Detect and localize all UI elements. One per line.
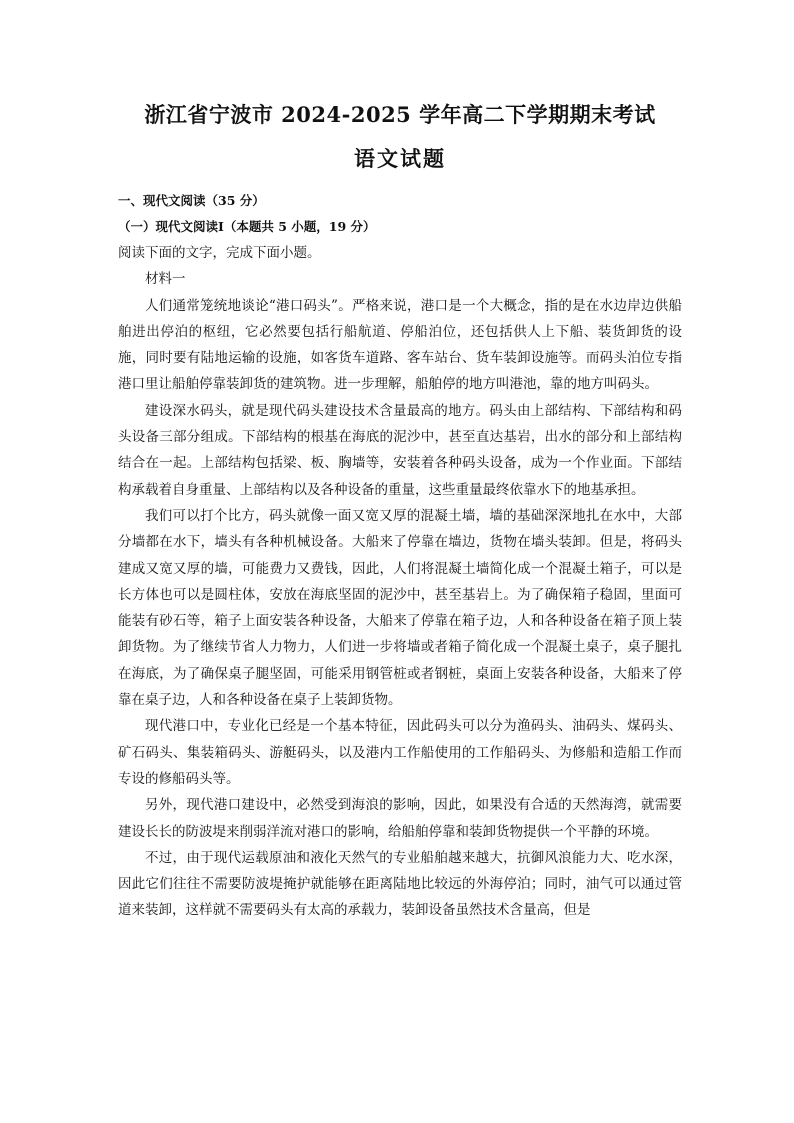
paragraph: 人们通常笼统地谈论“港口码头”。严格来说，港口是一个大概念，指的是在水边岸边供船舶进出停泊的枢纽，它必然要包括行船航道、停船泊位，还包括供人上下船、装货卸货的设施，同时要有陆地运输的设施，如客货车道路、客车站台、货车装卸设施等。而码头泊位专指港口里让船舶停靠装卸货的建筑物。进一步理解，船舶停的地方叫港池，靠的地方叫码头。 <box>118 297 682 393</box>
document-title: 浙江省宁波市 2024-2025 学年高二下学期期末考试 <box>144 102 656 127</box>
paragraph: 不过，由于现代运载原油和液化天然气的专业船舶越来越大，抗御风浪能力大、吃水深，因此它们往往不需要防波堤掩护就能够在距离陆地比较远的外海停泊；同时，油气可以通过管道来装卸，这样就不需要码头有太高的承载力，装卸设备虽然技术含量高，但是 <box>118 849 682 919</box>
section-heading: 一、现代文阅读（35 分） <box>118 193 265 208</box>
material-label: 材料一 <box>145 271 186 288</box>
paragraph: 建设深水码头，就是现代码头建设技术含量最高的地方。码头由上部结构、下部结构和码头设备三部分组成。下部结构的根基在海底的泥沙中，甚至直达基岩，出水的部分和上部结构结合在一起。上部结构包括梁、板、胸墙等，安装着各种码头设备，成为一个作业面。下部结构承载着自身重量、上部结构以及各种设备的重量，这些重量最终依靠水下的地基承担。 <box>118 402 682 498</box>
instruction-text: 阅读下面的文字，完成下面小题。 <box>118 245 321 261</box>
paragraph: 我们可以打个比方，码头就像一面又宽又厚的混凝土墙，墙的基础深深地扎在水中，大部分墙都在水下，墙头有各种机械设备。大船来了停靠在墙边，货物在墙头装卸。但是，将码头建成又宽又厚的墙，可能费力又费钱，因此，人们将混凝土墙简化成一个混凝土箱子，可以是长方体也可以是圆柱体，安放在海底坚固的泥沙中，甚至基岩上。为了确保箱子稳固，里面可能装有砂石等，箱子上面安装各种设备，大船来了停靠在箱子边，人和各种设备在箱子顶上装卸货物。为了继续节省人力物力，人们进一步将墙或者箱子简化成一个混凝土桌子，桌子腿扎在海底，为了确保桌子腿坚固，可能采用钢管桩或者钢桩，桌面上安装各种设备，大船来了停靠在桌子边，人和各种设备在桌子上装卸货物。 <box>118 507 682 709</box>
document-subtitle: 语文试题 <box>354 146 446 171</box>
paragraph: 现代港口中，专业化已经是一个基本特征，因此码头可以分为渔码头、油码头、煤码头、矿石码头、集装箱码头、游艇码头，以及港内工作船使用的工作船码头、为修船和造船工作而专设的修船码头等。 <box>118 718 682 787</box>
subsection-heading: （一）现代文阅读Ⅰ（本题共 5 小题，19 分） <box>118 219 376 234</box>
paragraph: 另外，现代港口建设中，必然受到海浪的影响，因此，如果没有合适的天然海湾，就需要建设长长的防波堤来削弱洋流对港口的影响，给船舶停靠和装卸货物提供一个平静的环境。 <box>118 797 682 840</box>
